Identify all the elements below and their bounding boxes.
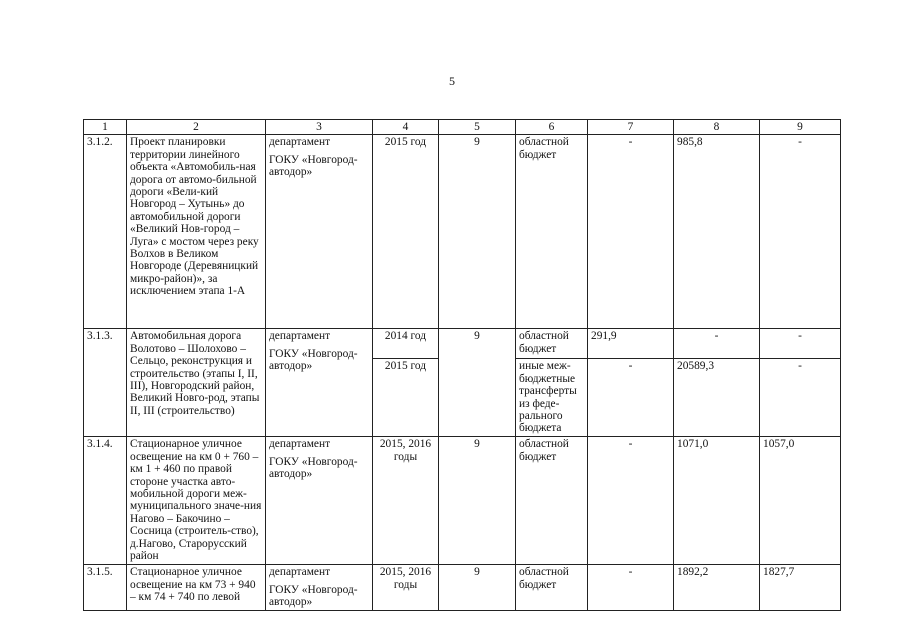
row-target: 9 — [439, 329, 516, 437]
column-header: 8 — [674, 120, 760, 135]
row-value-2016: - — [760, 329, 841, 359]
row-number: 3.1.5. — [84, 565, 127, 610]
column-header: 1 — [84, 120, 127, 135]
row-value-2016: 1827,7 — [760, 565, 841, 610]
row-value-2015: 20589,3 — [674, 359, 760, 437]
row-executor — [266, 135, 373, 329]
row-target: 9 — [439, 135, 516, 329]
executor-org: ГОКУ «Новгород-автодор» — [269, 455, 358, 481]
page-number: 5 — [449, 74, 455, 88]
row-number: 3.1.3. — [84, 329, 127, 437]
executor-dept: департамент — [269, 330, 331, 343]
executor-org: ГОКУ «Новгород-автодор» — [269, 583, 358, 609]
row-name: Проект планировки территории линейного объекта «Автомобиль-ная дорога от автомо-бильной дороги «Вели-кий Новгород – Хутынь» до автомобильной дороги «Великий Нов-город – Луга» с мостом через реку Волхов в Великом Новгороде (Деревяницкий микро-район)», за исключением этапа 1-А — [127, 135, 266, 329]
row-source: иные меж-бюджетные трансферты из феде-рального бюджета — [516, 359, 588, 437]
row-year: 2015 год — [373, 359, 439, 437]
row-number: 3.1.4. — [84, 437, 127, 565]
row-executor — [266, 565, 373, 610]
column-header: 7 — [588, 120, 674, 135]
executor-dept: департамент — [269, 438, 331, 451]
column-header: 5 — [439, 120, 516, 135]
row-value-2015: 1892,2 — [674, 565, 760, 610]
row-year: 2015, 2016 годы — [373, 437, 439, 565]
row-value-2016: 1057,0 — [760, 437, 841, 565]
row-value-2015: - — [674, 329, 760, 359]
row-value-2015: 1071,0 — [674, 437, 760, 565]
table-row — [84, 329, 841, 359]
row-name: Стационарное уличное освещение на км 73 + 940 – км 74 + 740 по левой — [127, 565, 266, 610]
column-header: 4 — [373, 120, 439, 135]
row-target: 9 — [439, 565, 516, 610]
row-source: областной бюджет — [516, 329, 588, 359]
row-value-2016: - — [760, 359, 841, 437]
column-header: 2 — [127, 120, 266, 135]
row-year: 2015, 2016 годы — [373, 565, 439, 610]
header-row — [84, 120, 841, 135]
row-number: 3.1.2. — [84, 135, 127, 329]
row-year: 2015 год — [373, 135, 439, 329]
row-name: Стационарное уличное освещение на км 0 + 760 – км 1 + 460 по правой стороне участка авто-мобильной дороги меж-муниципального значе-ния Нагово – Бакочино – Сосница (строитель-ство), д.Нагово, Старорусский район — [127, 437, 266, 565]
executor-dept: департамент — [269, 566, 331, 579]
row-source: областной бюджет — [516, 437, 588, 565]
column-header: 6 — [516, 120, 588, 135]
column-header: 3 — [266, 120, 373, 135]
column-header: 9 — [760, 120, 841, 135]
row-year: 2014 год — [373, 329, 439, 359]
executor-org: ГОКУ «Новгород-автодор» — [269, 153, 358, 179]
row-executor — [266, 437, 373, 565]
row-value-2014: - — [588, 565, 674, 610]
table-row — [84, 565, 841, 610]
table-row — [84, 437, 841, 565]
executor-org: ГОКУ «Новгород-автодор» — [269, 347, 358, 373]
executor-dept: департамент — [269, 136, 331, 149]
row-value-2014: 291,9 — [588, 329, 674, 359]
row-value-2016: - — [760, 135, 841, 329]
row-value-2014: - — [588, 359, 674, 437]
row-executor — [266, 329, 373, 437]
row-value-2015: 985,8 — [674, 135, 760, 329]
row-name: Автомобильная дорога Волотово – Шолохово – Сельцо, реконструкция и строительство (этапы I, II, III), Новгородский район, Великий Новго-род, этапы II, III (строительство) — [127, 329, 266, 437]
row-value-2014: - — [588, 135, 674, 329]
row-value-2014: - — [588, 437, 674, 565]
table-row — [84, 135, 841, 329]
row-source: областной бюджет — [516, 135, 588, 329]
program-table — [83, 119, 841, 611]
row-source: областной бюджет — [516, 565, 588, 610]
row-target: 9 — [439, 437, 516, 565]
